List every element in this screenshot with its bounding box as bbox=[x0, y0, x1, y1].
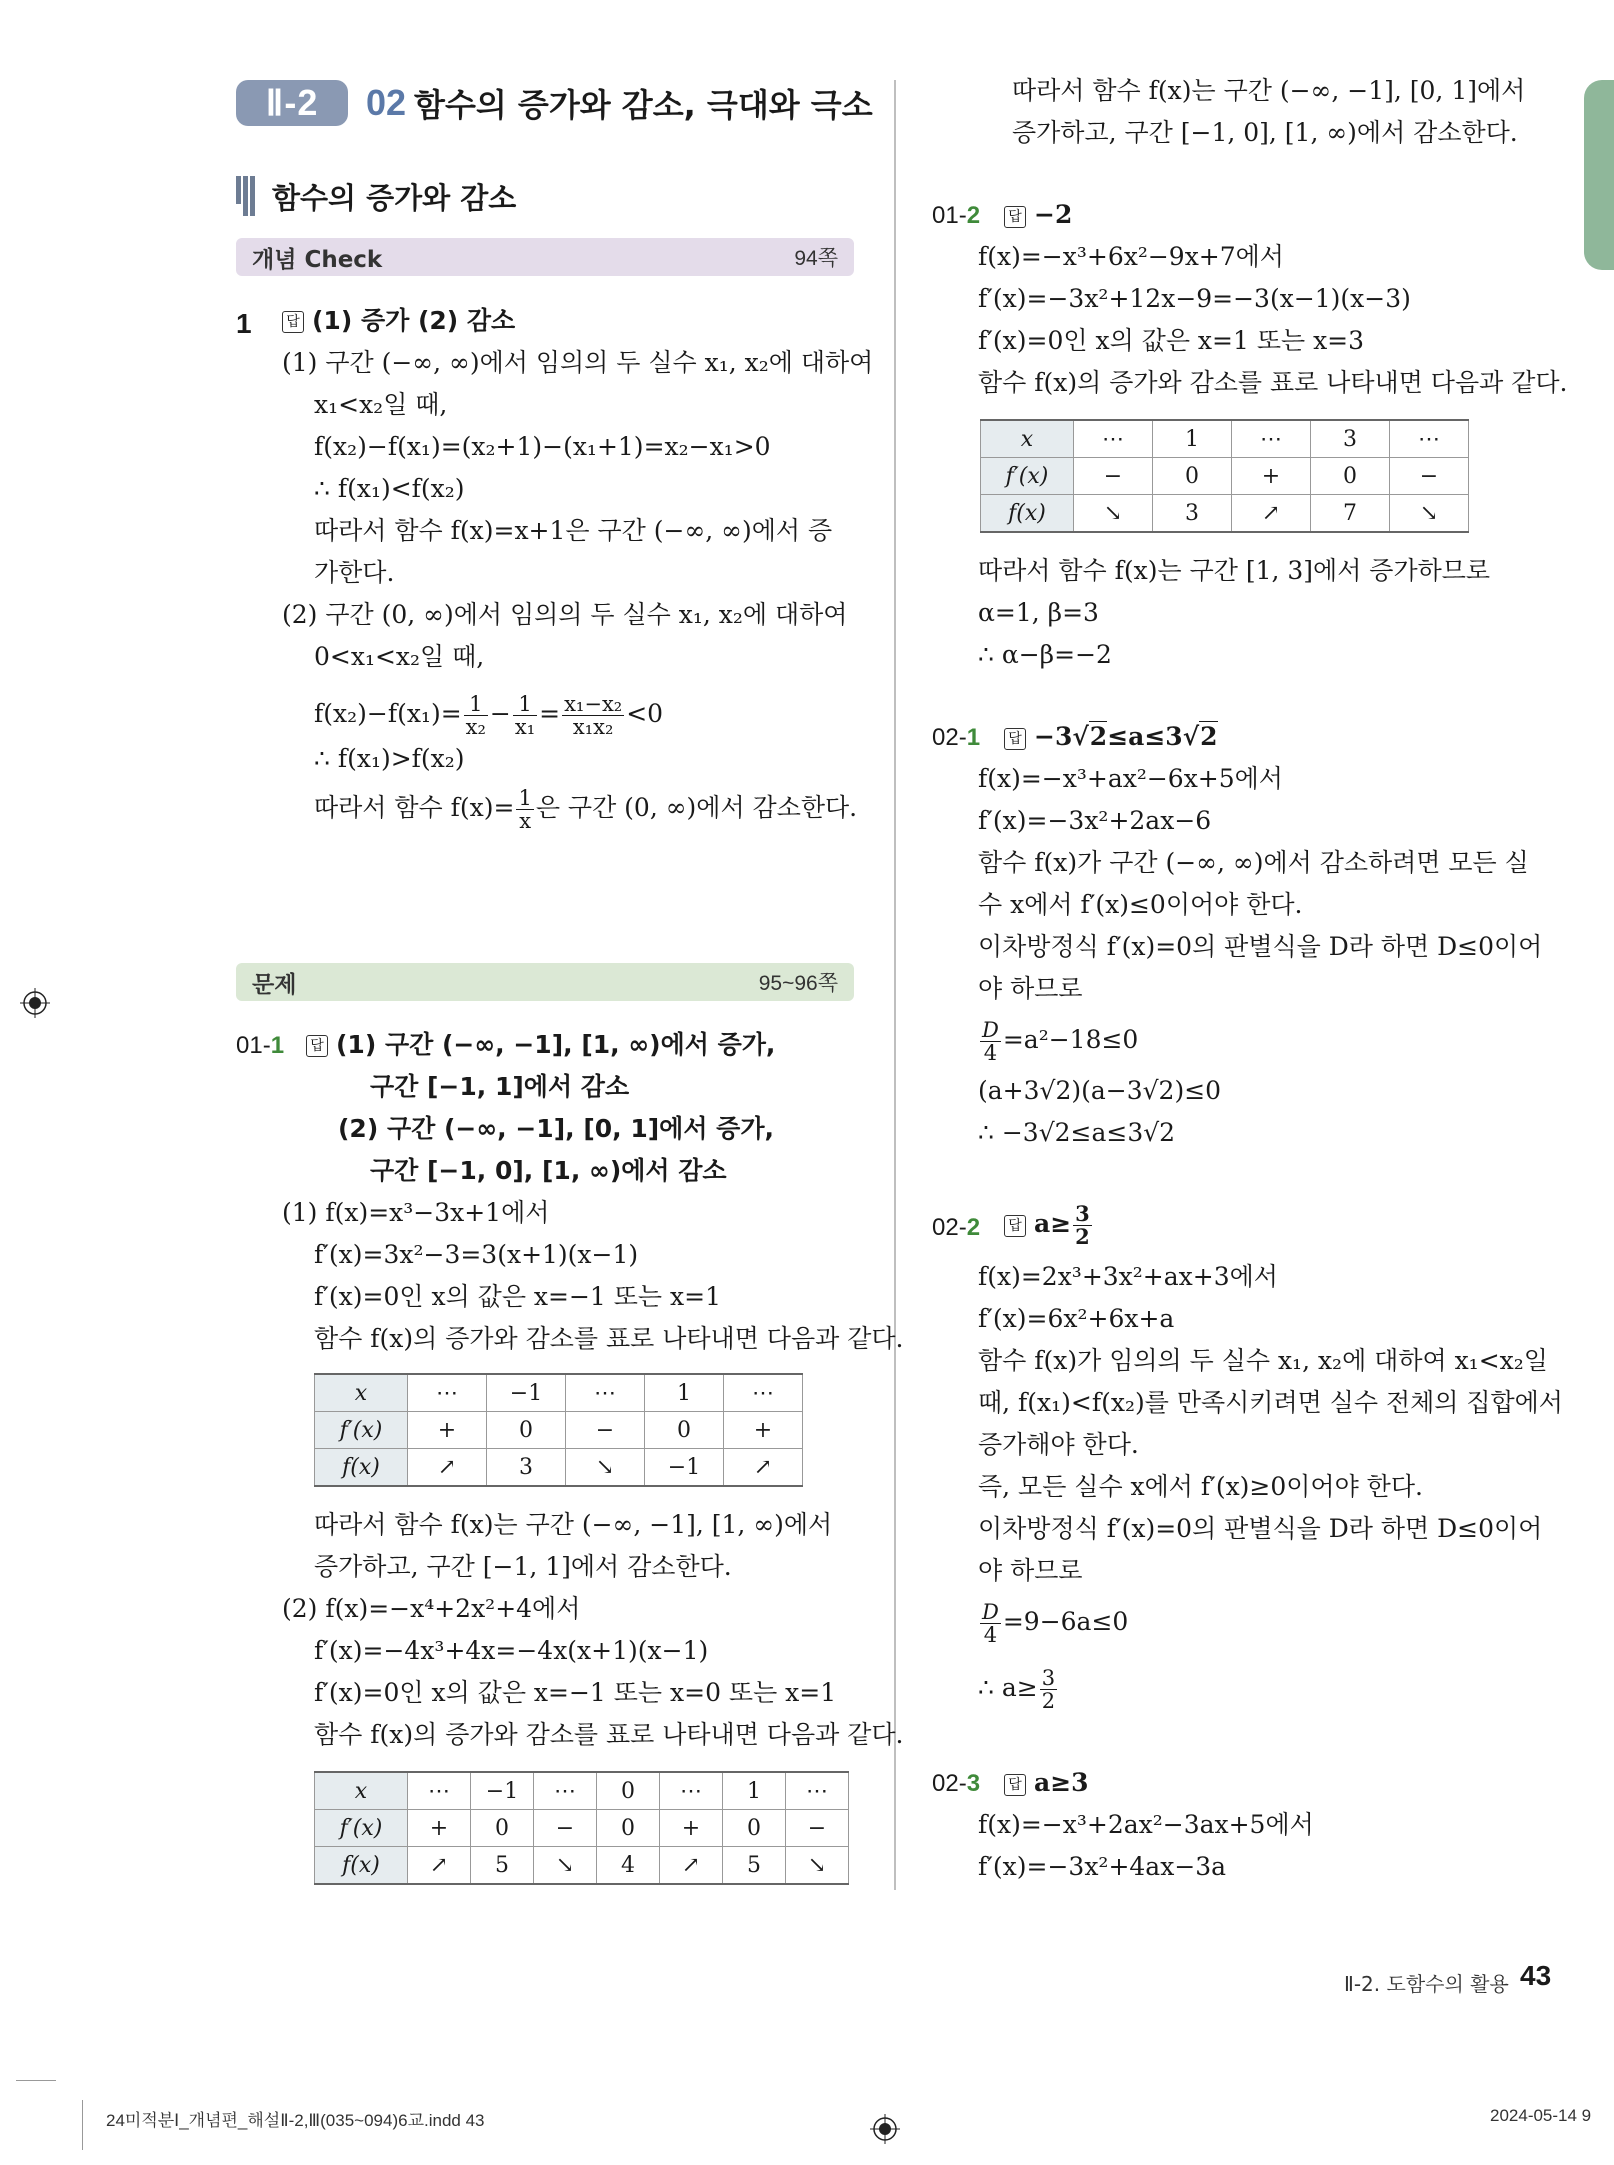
table-cell: f(x) bbox=[315, 1847, 408, 1885]
section-title bbox=[236, 176, 516, 216]
answer-icon: 답 bbox=[1004, 206, 1026, 228]
answer-line: (2) 구간 (−∞, −1], [0, 1]에서 증가, bbox=[338, 1114, 774, 1143]
table-cell: 3 bbox=[1311, 420, 1390, 458]
chapter-title-text: 함수의 증가와 감소, 극대와 극소 bbox=[414, 86, 873, 124]
q1-frac-line bbox=[314, 690, 663, 738]
frac-den: 2 bbox=[1075, 1224, 1090, 1249]
variation-table-3 bbox=[980, 419, 1469, 533]
crop-mark bbox=[16, 2080, 56, 2081]
label-sub: 1 bbox=[966, 724, 981, 751]
variation-table-1 bbox=[314, 1373, 803, 1487]
p02-1-line: ∴ −3√2≤a≤3√2 bbox=[978, 1118, 1176, 1147]
p02-2-frac-line bbox=[978, 1598, 1128, 1646]
table-row bbox=[315, 1374, 803, 1412]
inequality: <0 bbox=[626, 699, 664, 728]
table-cell: f(x) bbox=[981, 495, 1074, 533]
fraction bbox=[464, 693, 488, 738]
print-file-name: 24미적분Ⅰ_개념편_해설Ⅱ-2,Ⅲ(035~094)6교.indd 43 bbox=[106, 2111, 485, 2130]
p01-2-line: ∴ α−β=−2 bbox=[978, 640, 1112, 669]
table-cell: f′(x) bbox=[315, 1412, 408, 1449]
table-cell: ⋯ bbox=[1390, 420, 1469, 458]
answer-part: ≤a≤3 bbox=[1107, 722, 1183, 751]
table-cell: − bbox=[566, 1412, 645, 1449]
table-cell: 7 bbox=[1311, 495, 1390, 533]
table-cell: ↗ bbox=[660, 1847, 723, 1885]
table-cell: ↗ bbox=[724, 1449, 803, 1487]
table-cell: − bbox=[534, 1810, 597, 1847]
variation-table-2 bbox=[314, 1771, 849, 1885]
label-sub: 1 bbox=[270, 1032, 285, 1059]
table-cell: 4 bbox=[597, 1847, 660, 1885]
table-cell: ↘ bbox=[1390, 495, 1469, 533]
p01-1-line: f′(x)=−4x³+4x=−4x(x+1)(x−1) bbox=[314, 1636, 709, 1665]
result-part: ∴ a≥ bbox=[978, 1673, 1038, 1702]
q1-line: ∴ f(x₁)>f(x₂) bbox=[314, 744, 465, 773]
p01-2-answer bbox=[1004, 200, 1072, 230]
table-cell: 1 bbox=[1153, 420, 1232, 458]
table-cell: f(x) bbox=[315, 1449, 408, 1487]
answer-part: −3 bbox=[1034, 722, 1073, 751]
frac-den: 4 bbox=[983, 1041, 998, 1065]
fraction bbox=[516, 787, 533, 832]
table-row bbox=[981, 458, 1469, 495]
q1-line: 따라서 함수 f(x)=x+1은 구간 (−∞, ∞)에서 증 bbox=[314, 516, 833, 545]
problem-label-01-2 bbox=[932, 202, 980, 230]
problem-label: 문제 bbox=[252, 971, 297, 998]
table-cell: 0 bbox=[645, 1412, 724, 1449]
table-cell: ⋯ bbox=[786, 1772, 849, 1810]
answer-line: 구간 [−1, 0], [1, ∞)에서 감소 bbox=[370, 1156, 727, 1185]
table-cell: ↗ bbox=[408, 1449, 487, 1487]
frac-den: 4 bbox=[983, 1623, 998, 1647]
q1-line: (1) 구간 (−∞, ∞)에서 임의의 두 실수 x₁, x₂에 대하여 bbox=[282, 348, 874, 377]
answer-line: 구간 [−1, 1]에서 감소 bbox=[370, 1072, 630, 1101]
label-num: 01- bbox=[932, 202, 967, 229]
table-cell: ↗ bbox=[408, 1847, 471, 1885]
table-cell: − bbox=[1390, 458, 1469, 495]
p02-2-line: f(x)=2x³+3x²+ax+3에서 bbox=[978, 1262, 1278, 1291]
problem-label-02-2 bbox=[932, 1214, 980, 1242]
concept-check-page: 94쪽 bbox=[794, 247, 838, 270]
p02-2-line: 증가해야 한다. bbox=[978, 1430, 1139, 1459]
chapter-badge: Ⅱ-2 bbox=[236, 80, 348, 126]
q1-line: ∴ f(x₁)<f(x₂) bbox=[314, 474, 465, 503]
p02-2-line: 야 하므로 bbox=[978, 1556, 1083, 1585]
table-row bbox=[315, 1810, 849, 1847]
p02-1-line: 함수 f(x)가 구간 (−∞, ∞)에서 감소하려면 모든 실 bbox=[978, 848, 1529, 877]
table-row bbox=[315, 1772, 849, 1810]
fraction bbox=[513, 693, 537, 738]
footer-page-number: 43 bbox=[1520, 1960, 1552, 1991]
chapter-side-tab bbox=[1584, 80, 1614, 270]
column-divider bbox=[894, 80, 896, 1890]
q1-frac-prefix: f(x₂)−f(x₁)= bbox=[314, 699, 462, 728]
table-cell: ↘ bbox=[786, 1847, 849, 1885]
p02-1-line: 야 하므로 bbox=[978, 974, 1083, 1003]
table-row bbox=[981, 495, 1469, 533]
table-cell: 1 bbox=[645, 1374, 724, 1412]
p01-1-answer bbox=[306, 1030, 775, 1060]
label-num: 02- bbox=[932, 724, 967, 751]
p02-1-line: 이차방정식 f′(x)=0의 판별식을 D라 하면 D≤0이어 bbox=[978, 932, 1543, 961]
answer-icon: 답 bbox=[282, 311, 304, 333]
concept-check-band bbox=[236, 238, 854, 276]
section-title-text: 함수의 증가와 감소 bbox=[272, 180, 517, 215]
table-cell: 3 bbox=[1153, 495, 1232, 533]
answer-icon: 답 bbox=[1004, 728, 1026, 750]
table-cell: − bbox=[1074, 458, 1153, 495]
table-cell: x bbox=[315, 1374, 408, 1412]
table-cell: − bbox=[786, 1810, 849, 1847]
table-cell: −1 bbox=[471, 1772, 534, 1810]
q1-line: 0<x₁<x₂일 때, bbox=[314, 642, 485, 671]
registration-mark-icon bbox=[20, 988, 50, 1018]
label-num: 02- bbox=[932, 1770, 967, 1797]
p01-1-line: 증가하고, 구간 [−1, 1]에서 감소한다. bbox=[314, 1552, 732, 1581]
sqrt-sign: √ bbox=[1072, 722, 1089, 751]
table-cell: 0 bbox=[1153, 458, 1232, 495]
p01-1-line: 함수 f(x)의 증가와 감소를 표로 나타내면 다음과 같다. bbox=[314, 1720, 904, 1749]
q1-frac-line-2 bbox=[314, 784, 857, 832]
table-row bbox=[315, 1449, 803, 1487]
p02-1-line: f′(x)=−3x²+2ax−6 bbox=[978, 806, 1212, 835]
p01-2-line: 따라서 함수 f(x)는 구간 [1, 3]에서 증가하므로 bbox=[978, 556, 1491, 585]
answer-part: a≥ bbox=[1034, 1209, 1072, 1238]
table-cell: ⋯ bbox=[408, 1374, 487, 1412]
table-cell: 3 bbox=[487, 1449, 566, 1487]
sqrt-sign: √ bbox=[1182, 722, 1200, 751]
table-cell: ⋯ bbox=[534, 1772, 597, 1810]
answer-icon: 답 bbox=[1004, 1215, 1026, 1237]
fraction bbox=[980, 1601, 1001, 1646]
p01-1-line: f′(x)=0인 x의 값은 x=−1 또는 x=1 bbox=[314, 1282, 721, 1311]
q1-frac-suffix: 은 구간 (0, ∞)에서 감소한다. bbox=[535, 793, 858, 822]
answer-icon: 답 bbox=[1004, 1774, 1026, 1796]
label-num: 02- bbox=[932, 1214, 967, 1241]
table-cell: + bbox=[660, 1810, 723, 1847]
table-cell: x bbox=[981, 420, 1074, 458]
chapter-title bbox=[366, 80, 873, 126]
p02-3-answer bbox=[1004, 1768, 1089, 1798]
table-cell: ⋯ bbox=[566, 1374, 645, 1412]
p01-2-line: f′(x)=−3x²+12x−9=−3(x−1)(x−3) bbox=[978, 284, 1411, 313]
table-cell: ↘ bbox=[1074, 495, 1153, 533]
answer-text: −2 bbox=[1034, 200, 1073, 229]
fraction bbox=[1073, 1203, 1092, 1248]
p02-1-answer bbox=[1004, 722, 1218, 752]
frac-num: D bbox=[982, 1600, 999, 1624]
print-date: 2024-05-14 9 bbox=[1490, 2106, 1592, 2125]
concept-check-label: 개념 Check bbox=[252, 246, 383, 273]
minus: − bbox=[489, 699, 511, 728]
fraction bbox=[562, 693, 624, 738]
q1-line: (2) 구간 (0, ∞)에서 임의의 두 실수 x₁, x₂에 대하여 bbox=[282, 600, 848, 629]
p01-1-line: 따라서 함수 f(x)는 구간 (−∞, −1], [1, ∞)에서 bbox=[314, 1510, 833, 1539]
registration-mark-icon bbox=[870, 2114, 900, 2144]
problem-band bbox=[236, 963, 854, 1001]
frac-num: D bbox=[982, 1018, 999, 1042]
table-cell: f′(x) bbox=[981, 458, 1074, 495]
q1-frac-prefix: 따라서 함수 f(x)= bbox=[314, 793, 515, 822]
table-cell: 0 bbox=[471, 1810, 534, 1847]
label-sub: 2 bbox=[966, 1214, 981, 1241]
table-cell: 5 bbox=[723, 1847, 786, 1885]
frac-num: 1 bbox=[518, 786, 532, 810]
table-cell: + bbox=[408, 1412, 487, 1449]
p02-2-answer bbox=[1004, 1200, 1094, 1248]
fraction bbox=[1040, 1667, 1057, 1712]
p02-2-line: 때, f(x₁)<f(x₂)를 만족시키려면 실수 전체의 집합에서 bbox=[978, 1388, 1563, 1417]
label-sub: 3 bbox=[966, 1770, 981, 1797]
table-cell: + bbox=[1232, 458, 1311, 495]
crop-mark bbox=[82, 2100, 83, 2150]
answer-text: a≥3 bbox=[1034, 1768, 1089, 1797]
problem-page: 95~96쪽 bbox=[758, 972, 838, 995]
frac-num: 3 bbox=[1041, 1666, 1056, 1690]
table-cell: −1 bbox=[487, 1374, 566, 1412]
right-top-line: 증가하고, 구간 [−1, 0], [1, ∞)에서 감소한다. bbox=[1012, 118, 1518, 147]
p01-2-line: f′(x)=0인 x의 값은 x=1 또는 x=3 bbox=[978, 326, 1365, 355]
footer-chapter-label: Ⅱ-2. 도함수의 활용 bbox=[1344, 1972, 1509, 1996]
problem-label-02-1 bbox=[932, 724, 980, 752]
p02-1-line: (a+3√2)(a−3√2)≤0 bbox=[978, 1076, 1222, 1105]
p02-1-frac-line bbox=[978, 1016, 1138, 1064]
p02-2-line: 함수 f(x)가 임의의 두 실수 x₁, x₂에 대하여 x₁<x₂일 bbox=[978, 1346, 1548, 1375]
table-cell: ⋯ bbox=[724, 1374, 803, 1412]
answer-icon: 답 bbox=[306, 1035, 328, 1057]
answer-line: (1) 구간 (−∞, −1], [1, ∞)에서 증가, bbox=[336, 1030, 776, 1059]
table-cell: 1 bbox=[723, 1772, 786, 1810]
table-cell: ⋯ bbox=[660, 1772, 723, 1810]
p01-2-line: α=1, β=3 bbox=[978, 598, 1099, 627]
p01-2-line: f(x)=−x³+6x²−9x+7에서 bbox=[978, 242, 1284, 271]
frac-den: x₁ bbox=[514, 715, 536, 739]
table-cell: ↘ bbox=[534, 1847, 597, 1885]
label-num: 01- bbox=[236, 1032, 271, 1059]
table-row bbox=[315, 1412, 803, 1449]
answer-radicand: 2 bbox=[1089, 722, 1108, 751]
p02-2-result-line bbox=[978, 1664, 1059, 1712]
q1-number: 1 bbox=[236, 308, 252, 339]
table-cell: 5 bbox=[471, 1847, 534, 1885]
q1-line: f(x₂)−f(x₁)=(x₂+1)−(x₁+1)=x₂−x₁>0 bbox=[314, 432, 771, 461]
table-cell: + bbox=[724, 1412, 803, 1449]
p02-1-line: 수 x에서 f′(x)≤0이어야 한다. bbox=[978, 890, 1303, 919]
table-cell: 0 bbox=[487, 1412, 566, 1449]
frac-num: x₁−x₂ bbox=[564, 692, 623, 716]
frac-num: 1 bbox=[464, 693, 488, 716]
answer-radicand: 2 bbox=[1200, 722, 1218, 751]
table-cell: f′(x) bbox=[315, 1810, 408, 1847]
table-cell: 0 bbox=[597, 1810, 660, 1847]
table-cell: ⋯ bbox=[1074, 420, 1153, 458]
section-bars-icon bbox=[236, 176, 258, 216]
q1-answer-text: (1) 증가 (2) 감소 bbox=[312, 306, 516, 335]
table-cell: x bbox=[315, 1772, 408, 1810]
table-cell: ⋯ bbox=[408, 1772, 471, 1810]
table-cell: 0 bbox=[597, 1772, 660, 1810]
table-cell: ↗ bbox=[1232, 495, 1311, 533]
frac-den: x bbox=[519, 809, 532, 833]
p01-2-line: 함수 f(x)의 증가와 감소를 표로 나타내면 다음과 같다. bbox=[978, 368, 1568, 397]
q1-line: x₁<x₂일 때, bbox=[314, 390, 448, 419]
table-row bbox=[981, 420, 1469, 458]
p01-1-line: f′(x)=0인 x의 값은 x=−1 또는 x=0 또는 x=1 bbox=[314, 1678, 837, 1707]
frac-den: 2 bbox=[1041, 1689, 1056, 1713]
p02-2-line: f′(x)=6x²+6x+a bbox=[978, 1304, 1175, 1333]
q1-answer bbox=[282, 306, 515, 336]
fraction bbox=[980, 1019, 1001, 1064]
p01-1-line: f′(x)=3x²−3=3(x+1)(x−1) bbox=[314, 1240, 639, 1269]
q1-line: 가한다. bbox=[314, 558, 395, 587]
p02-2-line: 이차방정식 f′(x)=0의 판별식을 D라 하면 D≤0이어 bbox=[978, 1514, 1543, 1543]
frac-rest: =9−6a≤0 bbox=[1002, 1607, 1129, 1636]
frac-den: x₂ bbox=[465, 715, 486, 739]
p01-1-line: 함수 f(x)의 증가와 감소를 표로 나타내면 다음과 같다. bbox=[314, 1324, 904, 1353]
label-sub: 2 bbox=[966, 202, 981, 229]
p02-1-line: f(x)=−x³+ax²−6x+5에서 bbox=[978, 764, 1283, 793]
table-cell: 0 bbox=[723, 1810, 786, 1847]
p02-3-line: f(x)=−x³+2ax²−3ax+5에서 bbox=[978, 1810, 1314, 1839]
table-cell: ↘ bbox=[566, 1449, 645, 1487]
right-top-line: 따라서 함수 f(x)는 구간 (−∞, −1], [0, 1]에서 bbox=[1012, 76, 1526, 105]
frac-num: 1 bbox=[513, 693, 537, 716]
table-cell: 0 bbox=[1311, 458, 1390, 495]
table-cell: + bbox=[408, 1810, 471, 1847]
problem-label-01-1 bbox=[236, 1032, 284, 1060]
p01-1-line: (1) f(x)=x³−3x+1에서 bbox=[282, 1198, 550, 1227]
table-row bbox=[315, 1847, 849, 1885]
p02-3-line: f′(x)=−3x²+4ax−3a bbox=[978, 1852, 1227, 1881]
chapter-number: 02 bbox=[366, 82, 407, 123]
frac-den: x₁x₂ bbox=[572, 715, 614, 739]
p01-1-line: (2) f(x)=−x⁴+2x²+4에서 bbox=[282, 1594, 581, 1623]
p02-2-line: 즉, 모든 실수 x에서 f′(x)≥0이어야 한다. bbox=[978, 1472, 1423, 1501]
problem-label-02-3 bbox=[932, 1770, 980, 1798]
frac-rest: =a²−18≤0 bbox=[1002, 1025, 1139, 1054]
table-cell: ⋯ bbox=[1232, 420, 1311, 458]
frac-num: 3 bbox=[1075, 1201, 1090, 1226]
equals: = bbox=[539, 699, 561, 728]
table-cell: −1 bbox=[645, 1449, 724, 1487]
